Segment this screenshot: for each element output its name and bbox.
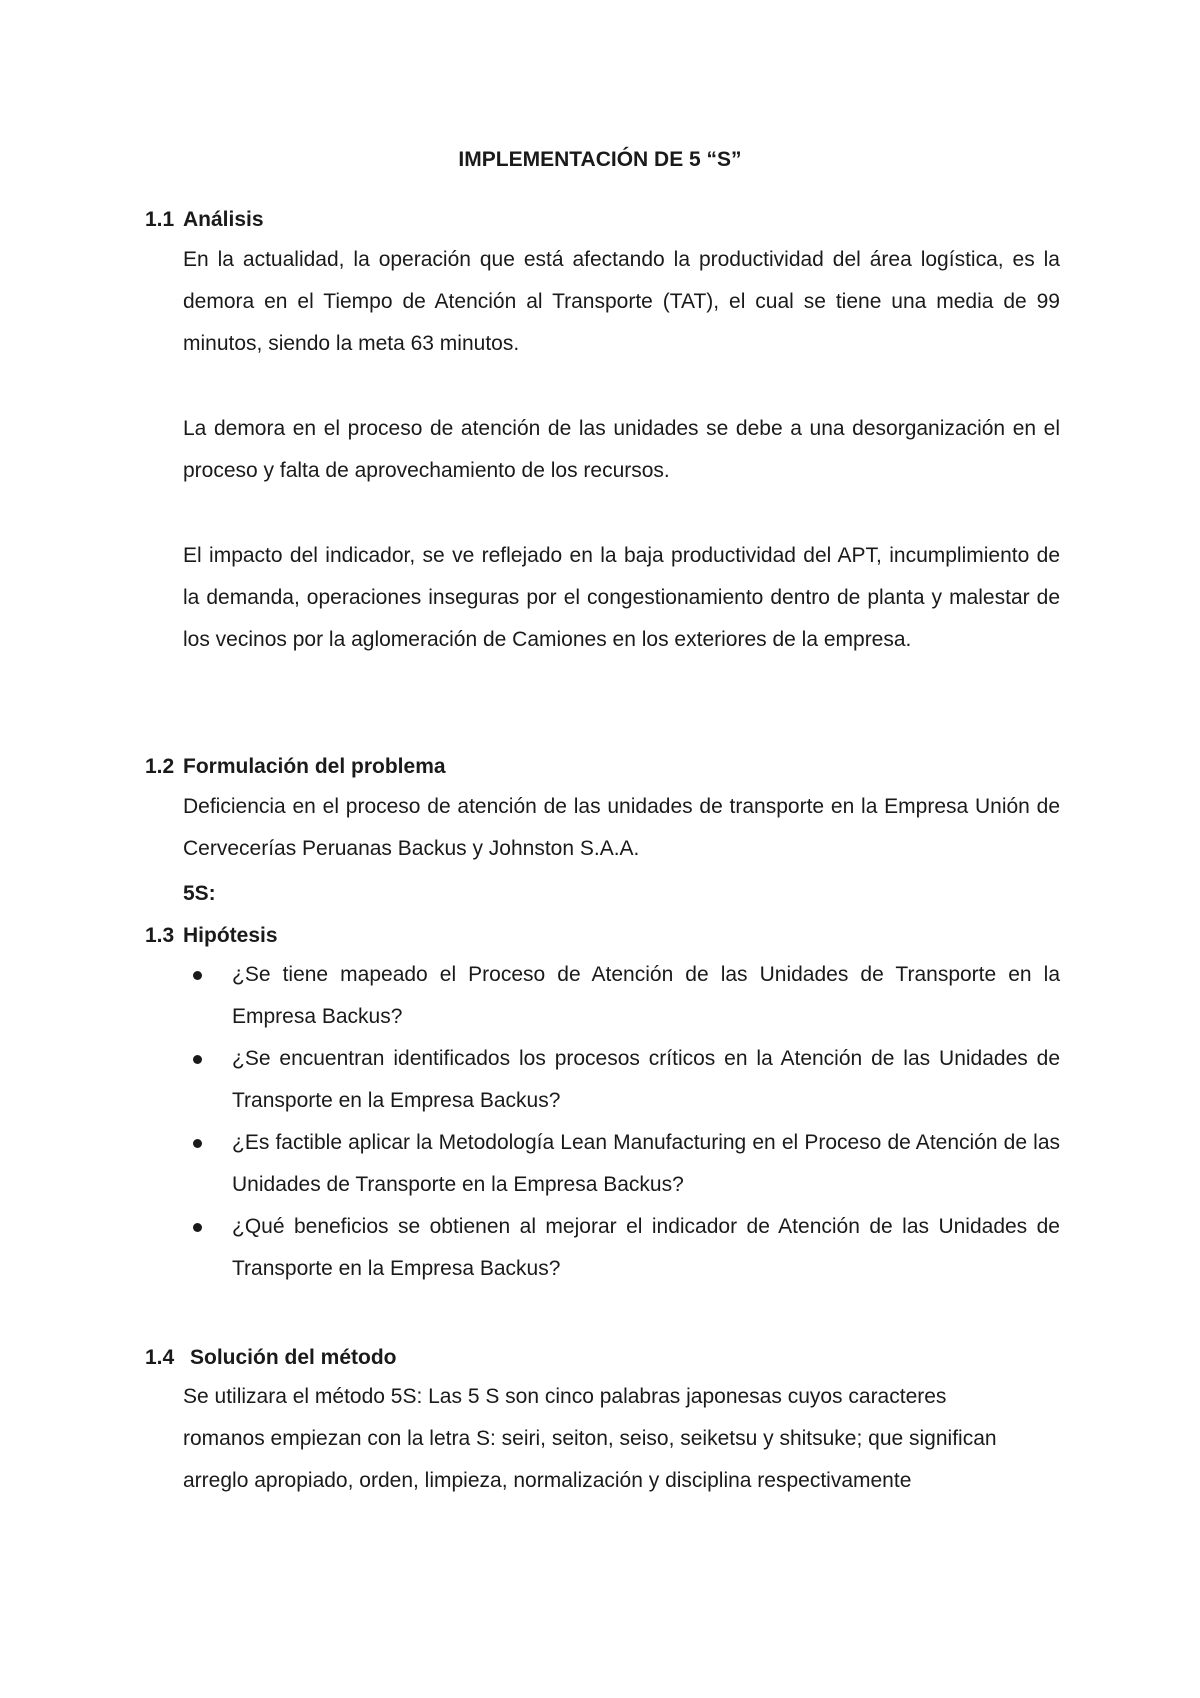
list-item (183, 1122, 1060, 1206)
section-number: 1.2 (145, 755, 175, 778)
section-heading-hipotesis (145, 922, 278, 950)
bullet-icon (193, 1139, 202, 1148)
list-item-text: ¿Se encuentran identificados los procesos críticos en la Atención de las Unidades de Transporte en la Empresa Backus? (232, 1047, 1060, 1112)
list-item-text: ¿Qué beneficios se obtienen al mejorar el indicador de Atención de las Unidades de Transporte en la Empresa Backus? (232, 1215, 1060, 1280)
list-item (183, 954, 1060, 1038)
paragraph: En la actualidad, la operación que está afectando la productividad del área logística, es la demora en el Tiempo de Atención al Transporte (TAT), el cual se tiene una media de 99 minutos, siendo la meta 63 minutos. (183, 248, 1060, 355)
section-number: 1.4 (145, 1346, 175, 1369)
paragraph: Se utilizara el método 5S: Las 5 S son cinco palabras japonesas cuyos caracteres romanos empiezan con la letra S: seiri, seiton, seiso, seiketsu y shitsuke; que significan arreglo apropiado, orden, limpieza, normalización y disciplina respectivamente (183, 1385, 997, 1492)
section-title: Hipótesis (183, 924, 278, 947)
section-heading-analisis (145, 206, 264, 234)
sublabel-5s: 5S: (183, 882, 216, 905)
section-number: 1.1 (145, 208, 175, 231)
paragraph: El impacto del indicador, se ve reflejado en la baja productividad del APT, incumplimiento de la demanda, operaciones inseguras por el congestionamiento dentro de planta y malestar de los vecinos por la aglomeración de Camiones en los exteriores de la empresa. (183, 544, 1060, 651)
list-item (183, 1038, 1060, 1122)
list-item-text: ¿Es factible aplicar la Metodología Lean Manufacturing en el Proceso de Atención de las Unidades de Transporte en la Empresa Backus? (232, 1131, 1060, 1196)
section-title: Solución del método (190, 1346, 397, 1369)
section-heading-solucion (145, 1344, 397, 1372)
hypothesis-list (183, 954, 1060, 1290)
bullet-icon (193, 1055, 202, 1064)
bullet-icon (193, 1223, 202, 1232)
paragraph: La demora en el proceso de atención de las unidades se debe a una desorganización en el proceso y falta de aprovechamiento de los recursos. (183, 417, 1060, 482)
bullet-icon (193, 971, 202, 980)
list-item (183, 1206, 1060, 1290)
document-title: IMPLEMENTACIÓN DE 5 “S” (458, 148, 742, 171)
section-number: 1.3 (145, 924, 175, 947)
section-heading-formulacion (145, 753, 446, 781)
list-item-text: ¿Se tiene mapeado el Proceso de Atención de las Unidades de Transporte en la Empresa Backus? (232, 963, 1060, 1028)
section-title: Formulación del problema (183, 755, 446, 778)
section-title: Análisis (183, 208, 264, 231)
paragraph: Deficiencia en el proceso de atención de las unidades de transporte en la Empresa Unión de Cervecerías Peruanas Backus y Johnston S.A.A. (183, 795, 1060, 860)
